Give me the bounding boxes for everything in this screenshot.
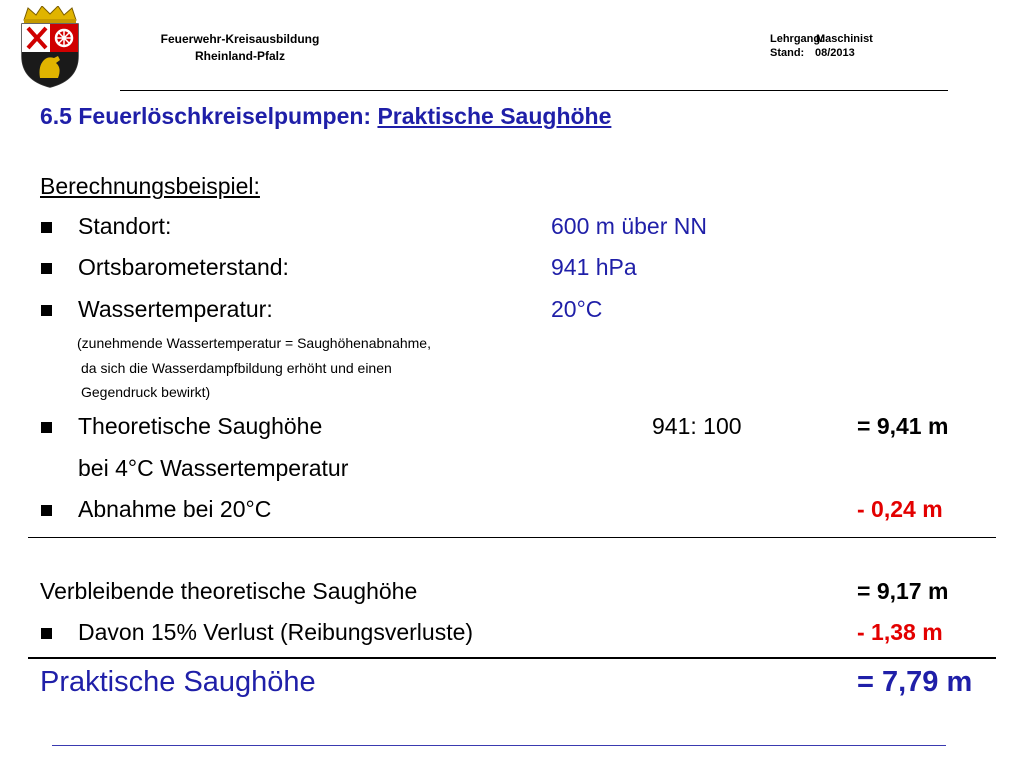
bullet-loss (41, 628, 52, 639)
header-divider (120, 90, 948, 91)
title-underlined: Praktische Saughöhe (377, 103, 612, 129)
bullet-theoretical (41, 422, 52, 433)
note-line-2: da sich die Wasserdampfbildung erhöht und einen (81, 360, 392, 376)
note-line-1: (zunehmende Wassertemperatur = Saughöhenabnahme, (77, 335, 431, 351)
abnahme-label: Abnahme bei 20°C (78, 496, 272, 522)
remaining-value: = 9,17 m (857, 578, 949, 604)
final-value: = 7,79 m (857, 666, 973, 698)
abnahme-value: - 0,24 m (857, 496, 943, 522)
note-line-3: Gegendruck bewirkt) (81, 384, 211, 400)
temperature-label: Wassertemperatur: (78, 296, 273, 322)
remaining-label: Verbleibende theoretische Saughöhe (40, 578, 418, 604)
subtotal-divider (28, 537, 996, 538)
barometer-value: 941 hPa (551, 254, 637, 280)
slide-title (40, 103, 611, 130)
theoretical-label: Theoretische Saughöhe (78, 413, 323, 439)
date-label: Stand: (770, 47, 805, 59)
bullet-standort (41, 222, 52, 233)
barometer-label: Ortsbarometerstand: (78, 254, 289, 280)
course-info (770, 32, 873, 60)
course-label: Lehrgang: (770, 33, 824, 45)
total-divider (28, 657, 996, 659)
rheinland-pfalz-crest-icon (18, 6, 82, 88)
organization-name (120, 31, 360, 65)
theoretical-result: = 9,41 m (857, 413, 949, 439)
standort-label: Standort: (78, 213, 172, 239)
loss-value: - 1,38 m (857, 619, 943, 645)
bullet-temperature (41, 305, 52, 316)
footer-divider (52, 745, 946, 746)
bullet-barometer (41, 263, 52, 274)
final-label: Praktische Saughöhe (40, 666, 316, 698)
course-value: Maschinist (816, 33, 873, 45)
standort-value: 600 m über NN (551, 213, 707, 239)
org-line-2: Rheinland-Pfalz (194, 49, 285, 63)
theoretical-calculation: 941: 100 (652, 413, 742, 439)
temperature-value: 20°C (551, 296, 603, 322)
theoretical-condition: bei 4°C Wassertemperatur (78, 455, 349, 481)
bullet-abnahme (41, 505, 52, 516)
loss-label: Davon 15% Verlust (Reibungsverluste) (78, 619, 474, 645)
date-value: 08/2013 (815, 47, 855, 59)
example-heading: Berechnungsbeispiel: (40, 173, 260, 199)
org-line-1: Feuerwehr-Kreisausbildung (160, 32, 320, 46)
title-prefix: 6.5 Feuerlöschkreiselpumpen: (40, 103, 372, 129)
